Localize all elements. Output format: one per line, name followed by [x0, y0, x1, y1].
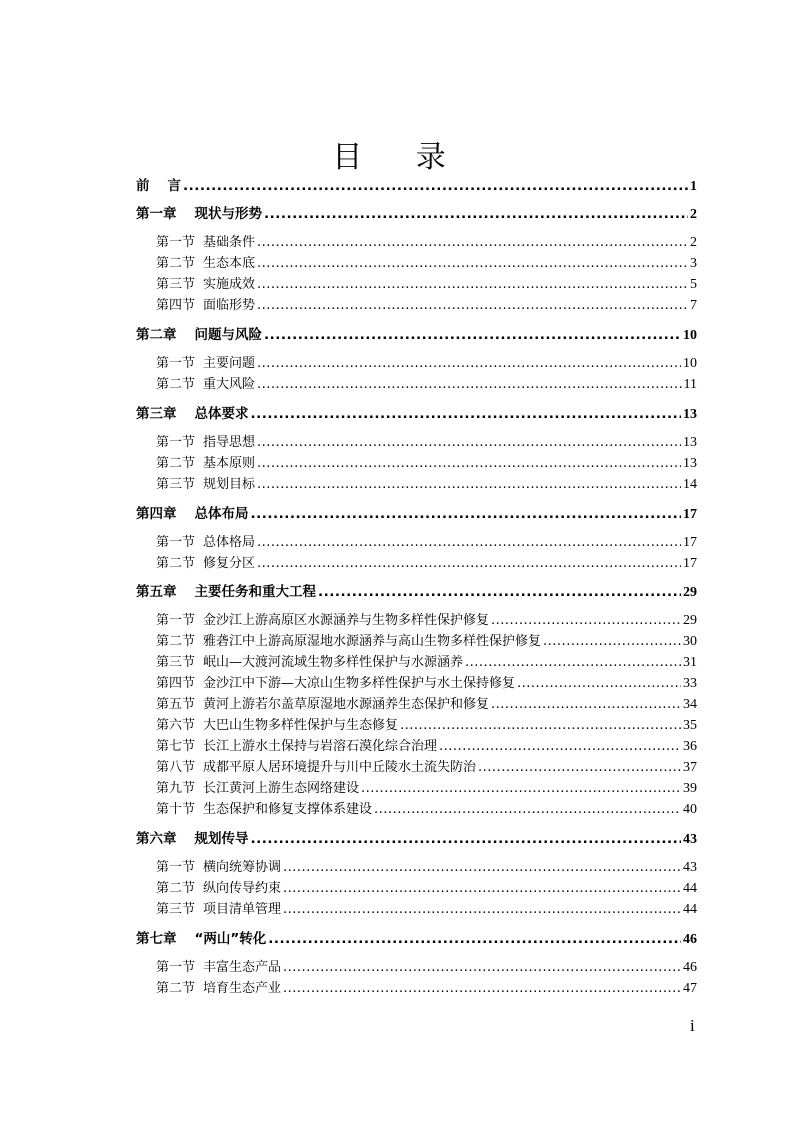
entry-title — [156, 375, 255, 395]
entry-number: 第六节 — [156, 718, 196, 733]
entry-page-number: 3 — [690, 256, 697, 271]
toc-chapter-entry[interactable] — [136, 582, 697, 603]
entry-label: 基本原则 — [203, 456, 256, 471]
entry-title — [136, 404, 249, 424]
dot-leader — [439, 737, 681, 757]
entry-number: 第一章 — [136, 206, 177, 222]
dot-leader — [251, 504, 682, 524]
entry-page-number: 44 — [683, 881, 697, 896]
entry-page-number: 13 — [683, 435, 697, 450]
entry-title — [156, 433, 255, 453]
entry-label: 项目清单管理 — [203, 902, 282, 917]
entry-number: 第三节 — [156, 277, 196, 292]
entry-label: 规划目标 — [203, 477, 256, 492]
entry-page-number: 37 — [683, 760, 697, 775]
entry-title — [156, 533, 255, 553]
entry-label: 主要问题 — [203, 356, 256, 371]
toc-section-entry[interactable] — [156, 758, 697, 778]
entry-page-number: 43 — [683, 860, 697, 875]
toc-section-entry[interactable] — [156, 695, 697, 715]
dot-leader — [251, 829, 682, 849]
entry-title — [156, 716, 398, 736]
entry-title — [136, 829, 249, 849]
entry-number: 第六章 — [136, 831, 177, 847]
entry-label: 指导思想 — [203, 435, 256, 450]
toc-section-entry[interactable] — [156, 533, 697, 553]
toc-section-entry[interactable] — [156, 800, 697, 820]
entry-page-number: 46 — [683, 960, 697, 975]
dot-leader — [478, 758, 681, 778]
entry-number: 第三节 — [156, 477, 196, 492]
entry-number: 第四节 — [156, 298, 196, 313]
entry-label: 总体布局 — [194, 506, 249, 522]
toc-section-entry[interactable] — [156, 958, 697, 978]
entry-page-number: 13 — [683, 407, 697, 422]
entry-title — [136, 325, 262, 345]
dot-leader — [257, 433, 681, 453]
dot-leader — [491, 611, 681, 631]
dot-leader — [465, 653, 681, 673]
dot-leader — [257, 254, 688, 274]
entry-page-number: 29 — [683, 613, 697, 628]
entry-title — [156, 454, 255, 474]
entry-page-number: 5 — [690, 277, 697, 292]
dot-leader — [283, 900, 681, 920]
toc-section-entry[interactable] — [156, 632, 697, 652]
entry-title — [156, 758, 476, 778]
toc-section-entry[interactable] — [156, 454, 697, 474]
entry-title — [136, 504, 249, 524]
entry-title — [156, 695, 489, 715]
entry-page-number: 10 — [683, 356, 697, 371]
entry-title — [156, 800, 372, 820]
dot-leader — [257, 233, 688, 253]
entry-label: 金沙江上游高原区水源涵养与生物多样性保护修复 — [203, 613, 490, 628]
entry-number: 第十节 — [156, 802, 196, 817]
entry-page-number: 33 — [683, 676, 697, 691]
entry-label: 成都平原人居环境提升与川中丘陵水土流失防治 — [203, 760, 477, 775]
toc-chapter-entry[interactable] — [136, 504, 697, 525]
entry-title — [156, 779, 359, 799]
entry-label: 实施成效 — [203, 277, 256, 292]
entry-label: 长江黄河上游生态网络建设 — [203, 781, 360, 796]
entry-page-number: 11 — [683, 377, 697, 392]
entry-page-number: 17 — [683, 507, 697, 522]
entry-label: 修复分区 — [203, 556, 256, 571]
entry-label: 面临形势 — [203, 298, 256, 313]
toc-section-entry[interactable] — [156, 275, 697, 295]
entry-page-number: 46 — [683, 932, 697, 947]
entry-label: 基础条件 — [203, 235, 256, 250]
entry-number: 第一节 — [156, 356, 196, 371]
entry-title — [156, 653, 463, 673]
entry-page-number: 2 — [690, 207, 697, 222]
entry-page-number: 13 — [683, 456, 697, 471]
toc-section-entry[interactable] — [156, 611, 697, 631]
dot-leader — [283, 879, 681, 899]
toc-section-entry[interactable] — [156, 354, 697, 374]
entry-page-number: 7 — [690, 298, 697, 313]
dot-leader — [517, 674, 681, 694]
entry-page-number: 39 — [683, 781, 697, 796]
entry-number: 第二节 — [156, 981, 196, 996]
toc-chapter-entry[interactable] — [136, 404, 697, 425]
toc-chapter-entry[interactable] — [136, 829, 697, 850]
dot-leader — [374, 800, 681, 820]
entry-number: 第七节 — [156, 739, 196, 754]
entry-number: 第二节 — [156, 556, 196, 571]
entry-page-number: 35 — [683, 718, 697, 733]
dot-leader — [257, 554, 681, 574]
entry-title — [156, 900, 281, 920]
entry-number: 第五章 — [136, 584, 177, 600]
toc-section-entry[interactable] — [156, 653, 697, 673]
dot-leader — [283, 979, 681, 999]
dot-leader — [257, 354, 681, 374]
entry-number: 第三节 — [156, 902, 196, 917]
toc-section-entry[interactable] — [156, 554, 697, 574]
entry-label: 雅砻江中上游高原湿地水源涵养与高山生物多样性保护修复 — [203, 634, 542, 649]
dot-leader — [257, 275, 688, 295]
toc-chapter-entry[interactable] — [136, 204, 697, 225]
entry-page-number: 29 — [683, 585, 697, 600]
entry-title — [156, 858, 281, 878]
entry-title — [156, 737, 437, 757]
entry-label: 重大风险 — [203, 377, 256, 392]
entry-label: 纵向传导约束 — [203, 881, 282, 896]
entry-number: 第二节 — [156, 256, 196, 271]
entry-title — [156, 233, 255, 253]
entry-label: 丰富生态产品 — [203, 960, 282, 975]
entry-label: 规划传导 — [194, 831, 249, 847]
dot-leader — [183, 176, 688, 196]
dot-leader — [283, 858, 681, 878]
entry-number: 第二章 — [136, 327, 177, 343]
entry-page-number: 34 — [683, 697, 697, 712]
entry-number: 第一节 — [156, 960, 196, 975]
dot-leader — [283, 958, 681, 978]
toc-chapter-entry[interactable] — [136, 929, 697, 950]
toc-section-entry[interactable] — [156, 858, 697, 878]
toc-section-entry[interactable] — [156, 475, 697, 495]
entry-page-number: 30 — [683, 634, 697, 649]
entry-title — [156, 632, 541, 652]
dot-leader — [257, 533, 681, 553]
dot-leader — [257, 375, 681, 395]
entry-label: “两山”转化 — [194, 931, 267, 947]
entry-title — [136, 929, 266, 949]
entry-number: 第四节 — [156, 676, 196, 691]
entry-page-number: 36 — [683, 739, 697, 754]
toc-section-entry[interactable] — [156, 979, 697, 999]
dot-leader — [251, 404, 682, 424]
toc-chapter-entry[interactable] — [136, 325, 697, 346]
toc-section-entry[interactable] — [156, 737, 697, 757]
toc-section-entry[interactable] — [156, 779, 697, 799]
entry-title — [156, 674, 515, 694]
dot-leader — [543, 632, 681, 652]
entry-number: 第三节 — [156, 655, 196, 670]
toc-section-entry[interactable] — [156, 296, 697, 316]
dot-leader — [268, 929, 681, 949]
entry-page-number: 40 — [683, 802, 697, 817]
entry-title — [156, 879, 281, 899]
entry-label: 岷山—大渡河流域生物多样性保护与水源涵养 — [203, 655, 464, 670]
entry-number: 第五节 — [156, 697, 196, 712]
entry-label: 生态保护和修复支撑体系建设 — [203, 802, 373, 817]
entry-label: 培育生态产业 — [203, 981, 282, 996]
entry-title — [156, 475, 255, 495]
entry-label: 言 — [167, 178, 181, 194]
dot-leader — [264, 204, 688, 224]
entry-label: 黄河上游若尔盖草原湿地水源涵养生态保护和修复 — [203, 697, 490, 712]
toc-section-entry[interactable] — [156, 674, 697, 694]
entry-label: 总体格局 — [203, 535, 256, 550]
entry-title — [156, 296, 255, 316]
entry-label: 生态本底 — [203, 256, 256, 271]
dot-leader — [400, 716, 681, 736]
entry-number: 第三章 — [136, 406, 177, 422]
dot-leader — [318, 582, 681, 602]
entry-number: 第一节 — [156, 860, 196, 875]
entry-number: 第一节 — [156, 535, 196, 550]
entry-title — [156, 254, 255, 274]
dot-leader — [264, 325, 681, 345]
toc-section-entry[interactable] — [156, 233, 697, 253]
entry-page-number: 2 — [690, 235, 697, 250]
dot-leader — [361, 779, 681, 799]
entry-number: 第七章 — [136, 931, 177, 947]
toc-section-entry[interactable] — [156, 879, 697, 899]
entry-number: 第二节 — [156, 634, 196, 649]
entry-number: 第一节 — [156, 613, 196, 628]
dot-leader — [491, 695, 681, 715]
entry-number: 第二节 — [156, 377, 196, 392]
entry-number: 第四章 — [136, 506, 177, 522]
entry-title — [136, 204, 262, 224]
toc-section-entry[interactable] — [156, 254, 697, 274]
entry-label: 现状与形势 — [194, 206, 262, 222]
entry-label: 总体要求 — [194, 406, 249, 422]
entry-number: 第八节 — [156, 760, 196, 775]
toc-title: 目 录 — [332, 140, 468, 175]
entry-label: 金沙江中下游—大凉山生物多样性保护与水土保持修复 — [203, 676, 516, 691]
dot-leader — [257, 296, 688, 316]
entry-title — [156, 979, 281, 999]
entry-title — [156, 354, 255, 374]
entry-title — [156, 275, 255, 295]
entry-number: 第二节 — [156, 881, 196, 896]
entry-page-number: 47 — [683, 981, 697, 996]
entry-page-number: 1 — [690, 179, 697, 194]
entry-number: 第二节 — [156, 456, 196, 471]
entry-label: 问题与风险 — [194, 327, 262, 343]
entry-title — [156, 958, 281, 978]
entry-title — [156, 554, 255, 574]
entry-page-number: 14 — [683, 477, 697, 492]
toc-section-entry[interactable] — [156, 375, 697, 395]
entry-label: 大巴山生物多样性保护与生态修复 — [203, 718, 399, 733]
toc-section-entry[interactable] — [156, 900, 697, 920]
dot-leader — [257, 454, 681, 474]
toc-section-entry[interactable] — [156, 433, 697, 453]
entry-label: 横向统筹协调 — [203, 860, 282, 875]
toc-chapter-entry[interactable] — [136, 176, 697, 197]
entry-label: 长江上游水土保持与岩溶石漠化综合治理 — [203, 739, 438, 754]
entry-number: 第九节 — [156, 781, 196, 796]
entry-title — [136, 176, 181, 196]
toc-section-entry[interactable] — [156, 716, 697, 736]
dot-leader — [257, 475, 681, 495]
entry-number: 前 — [136, 178, 150, 194]
entry-page-number: 31 — [683, 655, 697, 670]
entry-title — [156, 611, 489, 631]
entry-page-number: 17 — [683, 535, 697, 550]
entry-label: 主要任务和重大工程 — [194, 584, 316, 600]
entry-page-number: 43 — [683, 832, 697, 847]
entry-page-number: 44 — [683, 902, 697, 917]
entry-title — [136, 582, 316, 602]
entry-number: 第一节 — [156, 235, 196, 250]
page-number: i — [690, 1016, 695, 1035]
entry-page-number: 10 — [683, 328, 697, 343]
entry-number: 第一节 — [156, 435, 196, 450]
entry-page-number: 17 — [683, 556, 697, 571]
